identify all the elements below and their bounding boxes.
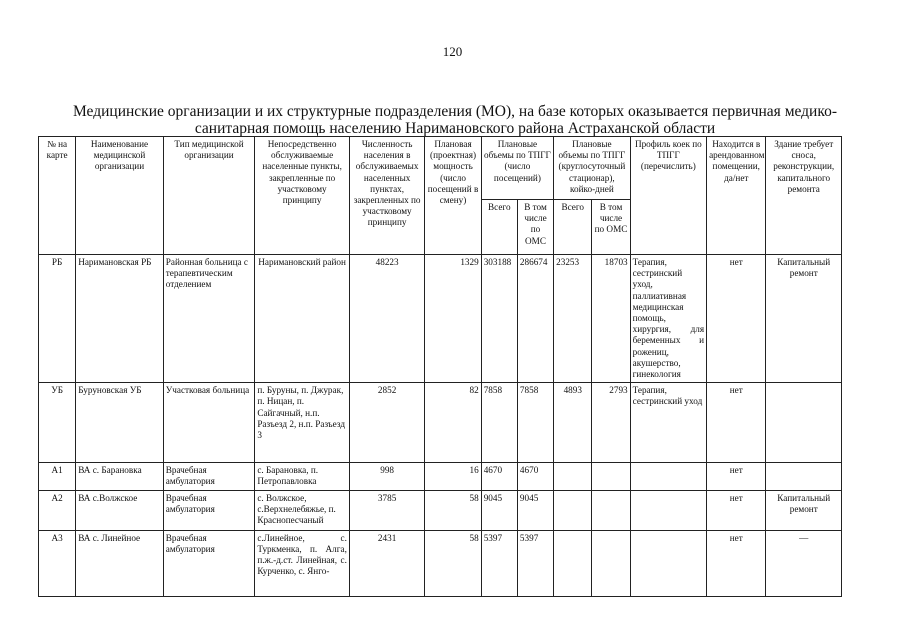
cell-type: Врачебная амбулатория	[163, 490, 255, 530]
cell-beds-oms	[592, 463, 630, 490]
header-rented: Находится в арендованном помещении, да/нет	[707, 137, 766, 255]
cell-visits-oms: 5397	[517, 530, 553, 596]
cell-rented: нет	[707, 490, 766, 530]
cell-profile: Терапия, сестринский уход, паллиативная медицинская помощь, хирургия, для беременных и рожениц, акушерство, гинекология	[630, 255, 706, 383]
cell-areas: Наримановский район	[255, 255, 350, 383]
table-row	[39, 530, 842, 596]
cell-building: —	[766, 530, 842, 596]
header-bed-profile: Профиль коек по ТПГГ (перечислить)	[630, 137, 706, 255]
cell-visits-oms: 4670	[517, 463, 553, 490]
cell-building: Капитальный ремонт	[766, 255, 842, 383]
cell-num: А1	[39, 463, 76, 490]
cell-capacity: 82	[425, 383, 481, 463]
cell-num: А2	[39, 490, 76, 530]
cell-name: ВА с. Барановка	[76, 463, 164, 490]
cell-profile: Терапия, сестринский уход	[630, 383, 706, 463]
document-title	[40, 103, 870, 137]
cell-areas: с.Линейное, с. Туркменка, п. Алга, п.ж.-д.ст. Линейная, с. Курченко, с. Янго-	[255, 530, 350, 596]
header-building: Здание требует сноса, реконструкции, капитального ремонта	[766, 137, 842, 255]
cell-capacity: 58	[425, 490, 481, 530]
header-beds-total: Всего	[554, 200, 592, 255]
header-row	[39, 137, 842, 200]
table-row	[39, 490, 842, 530]
header-num: № на карте	[39, 137, 76, 255]
cell-visits-total: 303188	[481, 255, 517, 383]
cell-rented: нет	[707, 383, 766, 463]
cell-population: 998	[349, 463, 424, 490]
table-row	[39, 255, 842, 383]
cell-beds-oms	[592, 530, 630, 596]
cell-profile	[630, 463, 706, 490]
header-visits-oms: В том числе по ОМС	[517, 200, 553, 255]
cell-beds-total	[554, 463, 592, 490]
cell-visits-total: 7858	[481, 383, 517, 463]
cell-beds-total: 4893	[554, 383, 592, 463]
cell-type: Участковая больница	[163, 383, 255, 463]
cell-name: Наримановская РБ	[76, 255, 164, 383]
cell-name: Буруновская УБ	[76, 383, 164, 463]
cell-capacity: 1329	[425, 255, 481, 383]
cell-visits-total: 9045	[481, 490, 517, 530]
header-visits-total: Всего	[481, 200, 517, 255]
cell-areas: с. Барановка, п. Петропавловка	[255, 463, 350, 490]
cell-areas: с. Волжское, с.Верхнелебяжье, п. Краснопесчаный	[255, 490, 350, 530]
title-line-1: Медицинские организации и их структурные подразделения (МО), на базе которых оказывается первичная медико-	[72, 103, 838, 120]
cell-visits-oms: 286674	[517, 255, 553, 383]
cell-population: 3785	[349, 490, 424, 530]
page-number: 120	[442, 44, 463, 59]
cell-type: Врачебная амбулатория	[163, 463, 255, 490]
cell-num: А3	[39, 530, 76, 596]
header-areas: Непосредственно обслуживаемые населенные пункты, закрепленные по участковому принципу	[255, 137, 350, 255]
cell-beds-oms	[592, 490, 630, 530]
cell-beds-total	[554, 530, 592, 596]
header-population: Численность населения в обслуживаемых населенных пунктах, закрепленных по участковому принципу	[349, 137, 424, 255]
cell-name: ВА с.Волжское	[76, 490, 164, 530]
cell-rented: нет	[707, 463, 766, 490]
cell-visits-total: 5397	[481, 530, 517, 596]
header-name: Наименование медицинской организации	[76, 137, 164, 255]
header-beds-oms: В том числе по ОМС	[592, 200, 630, 255]
cell-profile	[630, 490, 706, 530]
cell-rented: нет	[707, 255, 766, 383]
cell-population: 48223	[349, 255, 424, 383]
cell-num: УБ	[39, 383, 76, 463]
cell-visits-oms: 9045	[517, 490, 553, 530]
header-capacity: Плановая (проектная) мощность (число посещений в смену)	[425, 137, 481, 255]
cell-type: Врачебная амбулатория	[163, 530, 255, 596]
cell-beds-total	[554, 490, 592, 530]
cell-building	[766, 383, 842, 463]
table-row	[39, 463, 842, 490]
cell-capacity: 16	[425, 463, 481, 490]
organizations-table	[38, 136, 842, 597]
cell-building: Капитальный ремонт	[766, 490, 842, 530]
cell-beds-oms: 18703	[592, 255, 630, 383]
header-beddays-group: Плановые объемы по ТПГГ (круглосуточный стационар), койко-дней	[554, 137, 630, 200]
header-type: Тип медицинской организации	[163, 137, 255, 255]
cell-population: 2431	[349, 530, 424, 596]
cell-building	[766, 463, 842, 490]
cell-population: 2852	[349, 383, 424, 463]
header-visits-group: Плановые объемы по ТПГГ (число посещений)	[481, 137, 553, 200]
cell-beds-total: 23253	[554, 255, 592, 383]
cell-areas: п. Буруны, п. Джурак, п. Ницан, п. Сайгачный, н.п. Разъезд 2, н.п. Разъезд 3	[255, 383, 350, 463]
cell-rented: нет	[707, 530, 766, 596]
cell-visits-oms: 7858	[517, 383, 553, 463]
cell-visits-total: 4670	[481, 463, 517, 490]
cell-capacity: 58	[425, 530, 481, 596]
cell-profile	[630, 530, 706, 596]
title-line-2: санитарная помощь населению Наримановского района Астраханской области	[194, 120, 716, 137]
table-row	[39, 383, 842, 463]
cell-beds-oms: 2793	[592, 383, 630, 463]
cell-name: ВА с. Линейное	[76, 530, 164, 596]
cell-type: Районная больница с терапевтическим отделением	[163, 255, 255, 383]
cell-num: РБ	[39, 255, 76, 383]
